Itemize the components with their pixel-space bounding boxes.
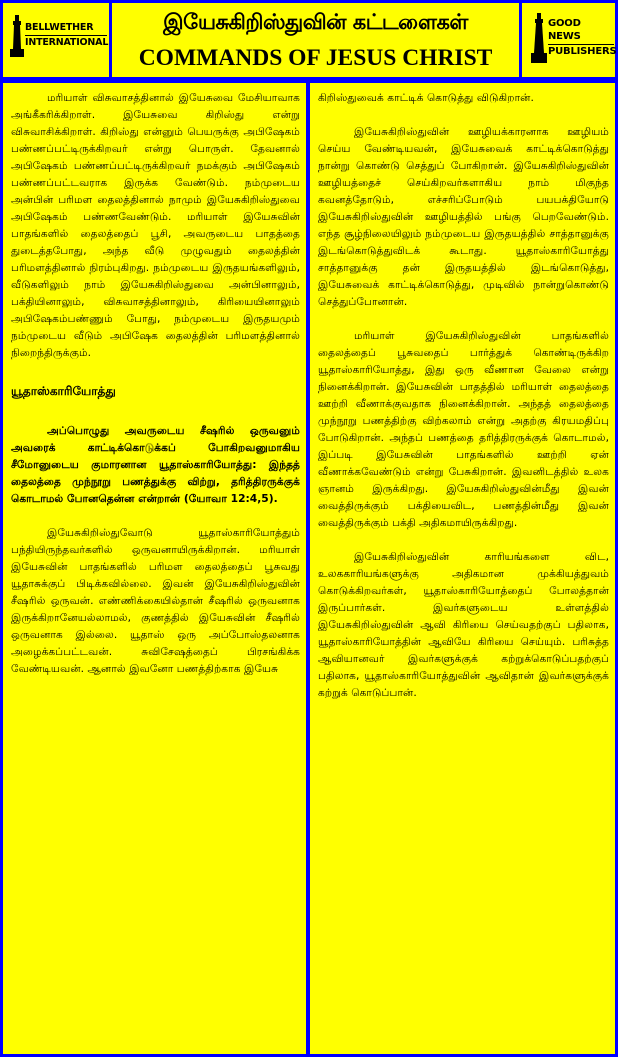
tower-icon bbox=[9, 15, 25, 57]
publisher-right-line2: PUBLISHERS bbox=[548, 46, 617, 57]
title-banner bbox=[112, 3, 519, 77]
publisher-logo-right bbox=[522, 3, 615, 77]
left-column bbox=[3, 83, 306, 1054]
page-title-tamil: இயேசுகிறிஸ்துவின் கட்டளைகள் bbox=[163, 10, 468, 34]
publisher-name-right bbox=[548, 17, 617, 58]
paragraph: கிறிஸ்துவைக் காட்டிக் கொடுத்து விடுகிறான். bbox=[318, 91, 534, 104]
page-title-english: COMMANDS OF JESUS CHRIST bbox=[138, 45, 493, 71]
paragraph: இயேசுகிறிஸ்துவின் காரியங்களை விட, உலககாரியங்களுக்கு அதிகமான முக்கியத்துவம் கொடுக்கிறவர்கள், யூதாஸ்காரியோத்தைப் போலத்தான் இருப்பார்கள். இவர்களுடைய உள்ளத்தில் இயேசுகிறிஸ்துவின் ஆவி கிரியை செய்வதற்குப் பதிலாக, யூதாஸ்காரியோத்தின் ஆவியே கிரியை செய்யும். பரிசுத்த ஆவியானவர் இவர்களுக்குக் கற்றுக்கொடுப்பதற்குப் பதிலாக, யூதாஸ்காரியோத்துவின் ஆவிதான் இவர்களுக்குக் கற்றுக் கொடுப்பான். bbox=[318, 550, 609, 699]
paragraph: இயேசுகிறிஸ்துவின் ஊழியக்காரனாக ஊழியம் செய்ய வேண்டியவன், இயேசுவைக் காட்டிக்கொடுத்து நான்று கொண்டு செத்துப் போகிறான். இயேசுகிறிஸ்துவின் ஊழியத்தைச் செய்கிறவர்களாகிய நாம் மிகுந்த கவனத்தோடும், எச்சரிப்போடும் பயபக்தியோடு இயேசுகிறிஸ்துவின் ஊழியத்தில் பங்கு பெறவேண்டும். எந்த சூழ்நிலையிலும் நம்முடைய இருதயத்தில் சாத்தானுக்கு இடங்கொடுத்துவிடக் கூடாது. யூதாஸ்காரியோத்து சாத்தானுக்கு தன் இருதயத்தில் இடங்கொடுத்து, இயேசுவைக் காட்டிக்கொடுத்து, முடிவில் நான்றுகொண்டு செத்துப்போனான். bbox=[318, 125, 609, 308]
header bbox=[0, 0, 618, 80]
publisher-right-line1: GOOD NEWS bbox=[548, 17, 614, 45]
scripture-quote: அப்பொழுது அவருடைய சீஷரில் ஒருவனும் அவரைக் காட்டிக்கொடுக்கப் போகிறவனுமாகிய சீமோனுடைய குமாரனான யூதாஸ்காரியோத்து: இந்தத் தைலத்தை முந்நூறு பணத்துக்கு விற்று, தரித்திரருக்குக் கொடாமல் போனதென்ன என்றான் (யோவா 12:4,5). bbox=[11, 424, 300, 505]
publisher-left-line1: BELLWETHER bbox=[25, 21, 107, 36]
paragraph: மரியாள் இயேசுகிறிஸ்துவின் பாதங்களில் தைலத்தைப் பூசுவதைப் பார்த்துக் கொண்டிருக்கிற யூதாஸ்காரியோத்து, இது ஒரு வீணான வேலை என்று நினைக்கிறான். இயேசுவின் பாதத்தில் மரியாள் தைலத்தை ஊற்றி வீணாக்குவதாக நினைக்கிறான். அந்தத் தைலத்தை முந்நூறு பணத்திற்கு விற்கலாம் என்று அதற்கு கிரயமதிப்பு போடுகிறான். அந்தப் பணத்தை தரித்திரருக்குக் கொடாமல், இப்படி இயேசுவின் பாதங்களில் ஊற்றி ஏன் வீணாக்கவேண்டும் என்று பேசுகிறான். இவனிடத்தில் உலக ஞானம் இருக்கிறது. இயேசுகிறிஸ்துவின்மீது இவன் வைத்திருக்கும் பக்தியைவிட, பணத்தின்மீது இவன் வைத்திருக்கும் பக்தி அதிகமாயிருக்கிறது. bbox=[318, 329, 609, 529]
publisher-name-left bbox=[25, 21, 107, 49]
section-heading: யூதாஸ்காரியோத்து bbox=[11, 384, 116, 398]
publisher-logo-left bbox=[3, 3, 109, 77]
publisher-left-line2: INTERNATIONAL bbox=[25, 37, 109, 48]
paragraph: இயேசுகிறிஸ்துவோடு யூதாஸ்காரியோத்தும் பந்தியிருந்தவர்களில் ஒருவனாயிருக்கிறான். மரியாள் இயேசுவின் பாதங்களில் பரிமள தைலத்தைப் பூசுவது யூதாசுக்குப் பிடிக்கவில்லை. இவன் இயேசுகிறிஸ்துவின் சீஷரில் ஒருவன். எண்ணிக்கையில்தான் சீஷரில் ஒருவனாக இருக்கிறானேயல்லாமல், குணத்தில் இயேசுவின் சீஷரில் ஒருவனாக இல்லை. யூதாஸ் ஒரு அப்போஸ்தலனாக அழைக்கப்பட்டவன். சுவிசேஷத்தைப் பிரசங்கிக்க வேண்டியவன். ஆனால் இவனோ பணத்திற்காக இயேசு bbox=[11, 526, 300, 675]
tower-icon bbox=[530, 13, 548, 63]
paragraph: மரியாள் விசுவாசத்தினால் இயேசுவை மேசியாவாக அங்கீகரிக்கிறாள். இயேசுவை கிறிஸ்து என்று விசுவாசிக்கிறாள். கிறிஸ்து என்னும் பெயருக்கு அபிஷேகம் பண்ணப்பட்டிருக்கிறவர் என்று பொருள். தேவனால் அபிஷேகம் பண்ணப்பட்டிருக்கிறவர் நமக்கும் அபிஷேகம் பண்ணப்பட்டவராக இருக்க வேண்டும். நம்முடைய அன்பின் பரிமள தைலத்தினால் நாமும் இயேசுகிறிஸ்துவை அபிஷேகம் பண்ணவேண்டும். மரியாள் இயேசுவின் பாதங்களில் தைலத்தைப் பூசி, அவருடைய பாதத்தை துடைத்தபோது, அந்த வீடு முழுவதும் தைலத்தின் பரிமளத்தினால் நிரம்புகிறது. நம்முடைய இருதயங்களிலும், வீடுகளிலும் நாம் இயேசுகிறிஸ்துவை அன்பினாலும், பக்தியினாலும், விசுவாசத்தினாலும், கிரியையினாலும் அபிஷேகம்பண்ணும் போது, நம்முடைய இருதயமும் நம்முடைய வீடும் அபிஷேக தைலத்தின் பரிமளத்தினால் நிறைந்திருக்கும். bbox=[11, 91, 300, 359]
right-column bbox=[310, 83, 615, 1054]
